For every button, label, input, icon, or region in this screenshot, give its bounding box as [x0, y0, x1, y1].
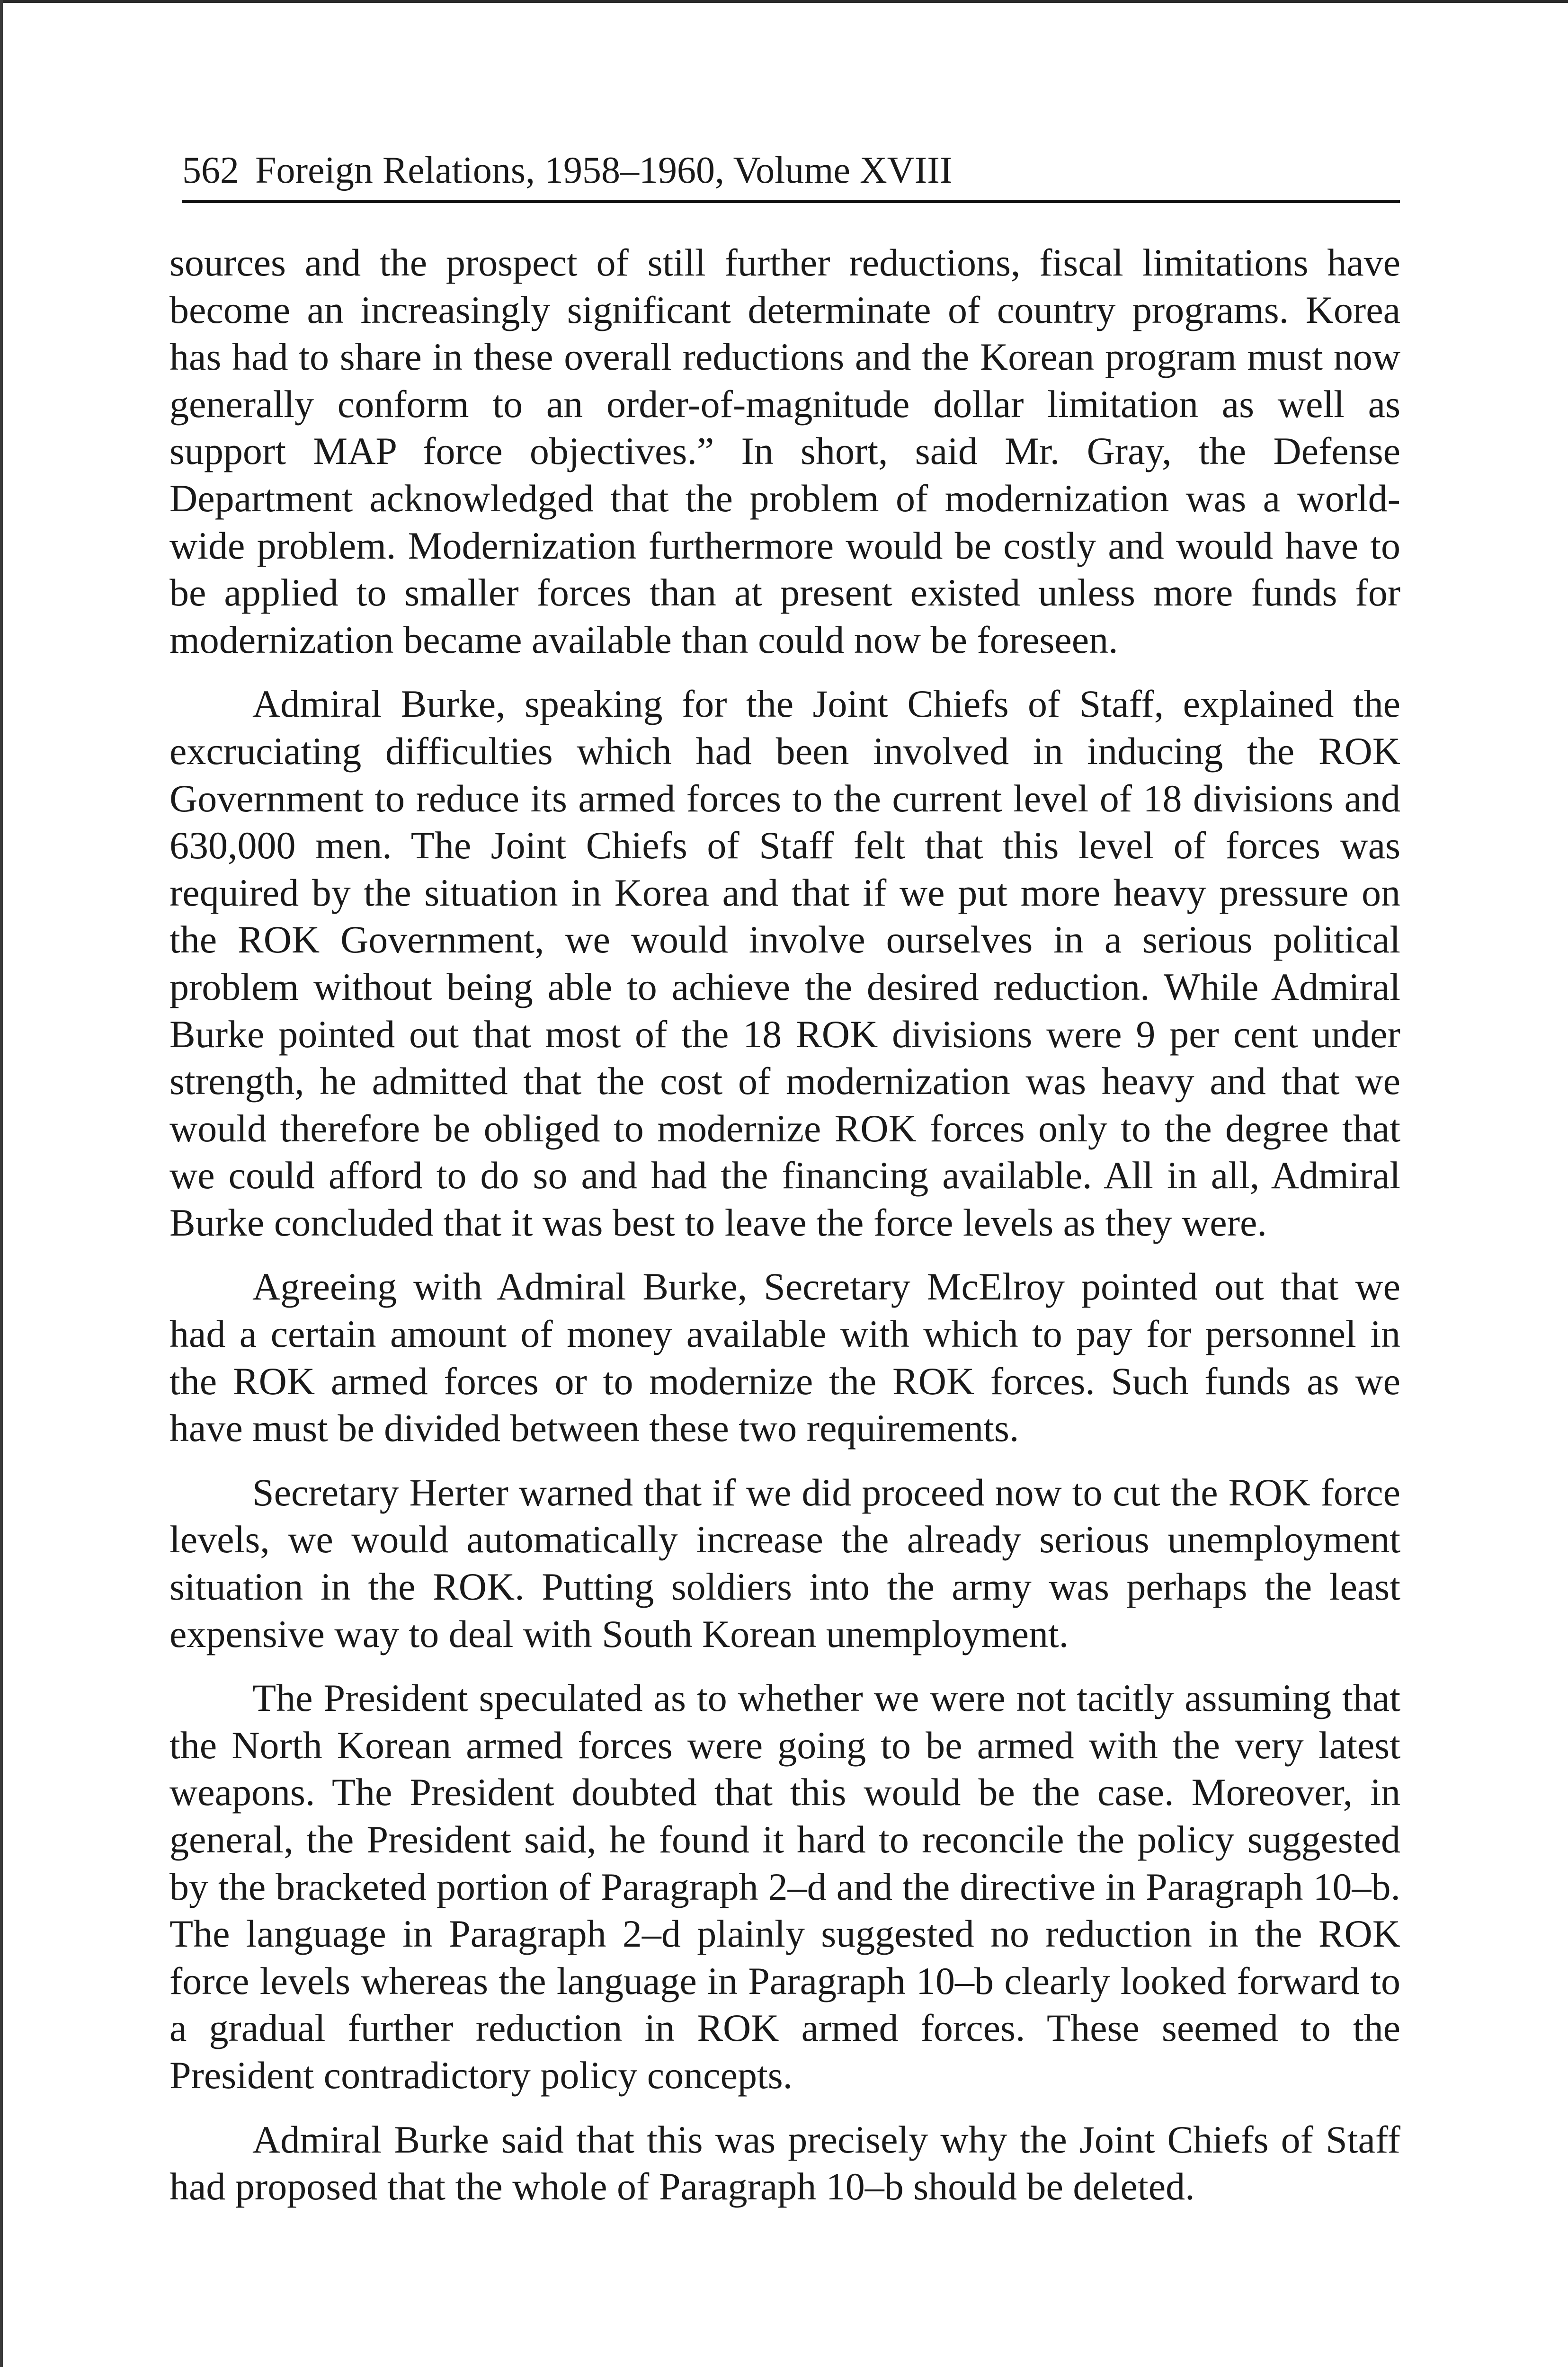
volume-title: Foreign Relations, 1958–1960, Volume XVIII	[255, 150, 953, 191]
page-number: 562	[182, 150, 239, 191]
scan-edge-left	[0, 0, 3, 2367]
scan-edge-top	[0, 0, 1568, 3]
paragraph-mcelroy: Agreeing with Admiral Burke, Secretary McElroy pointed out that we had a certain amount of money available with which to pay for personnel in the ROK armed forces or to modernize the ROK forces. Such funds as we have must be divided between these two requirements.	[169, 1265, 1400, 1450]
paragraph-burke-deletion: Admiral Burke said that this was precisely why the Joint Chiefs of Staff had proposed that the whole of Paragraph 10–b should be deleted.	[169, 2118, 1400, 2208]
running-head	[182, 142, 1399, 199]
paragraph-president: The President speculated as to whether we were not tacitly assuming that the North Korean armed forces were going to be armed with the very latest weapons. The President doubted that this would be the case. Moreover, in general, the President said, he found it hard to reconcile the policy suggested by the bracketed portion of Paragraph 2–d and the directive in Paragraph 10–b. The language in Paragraph 2–d plainly suggested no reduction in the ROK force levels whereas the language in Paragraph 10–b clearly looked forward to a gradual further reduction in ROK armed forces. These seemed to the President contradictory policy concepts.	[169, 1676, 1400, 2097]
paragraph-herter: Secretary Herter warned that if we did proceed now to cut the ROK force levels, we would automatically increase the already serious unemployment situation in the ROK. Putting soldiers into the army was perhaps the least expensive way to deal with South Korean unemployment.	[169, 1470, 1400, 1655]
body-text	[169, 239, 1400, 2227]
paragraph-continuation: sources and the prospect of still further reductions, fiscal limitations have become an increasingly significant determinate of country programs. Korea has had to share in these overall reductions and the Korean program must now generally conform to an order-of-magnitude dollar limitation as well as support MAP force objectives.” In short, said Mr. Gray, the Defense Department acknowledged that the problem of modernization was a world-wide problem. Modernization furthermore would be costly and would have to be applied to smaller forces than at present existed unless more funds for modernization became available than could now be foreseen.	[169, 241, 1400, 661]
header-rule	[182, 200, 1400, 203]
paragraph-burke-force-levels: Admiral Burke, speaking for the Joint Chiefs of Staff, explained the excruciating difficulties which had been involved in inducing the ROK Government to reduce its armed forces to the current level of 18 divisions and 630,000 men. The Joint Chiefs of Staff felt that this level of forces was required by the situation in Korea and that if we put more heavy pressure on the ROK Government, we would involve ourselves in a serious political problem without being able to achieve the desired reduction. While Admiral Burke pointed out that most of the 18 ROK divisions were 9 per cent under strength, he admitted that the cost of modernization was heavy and that we would therefore be obliged to modernize ROK forces only to the degree that we could afford to do so and had the financing available. All in all, Admiral Burke concluded that it was best to leave the force levels as they were.	[169, 682, 1400, 1244]
